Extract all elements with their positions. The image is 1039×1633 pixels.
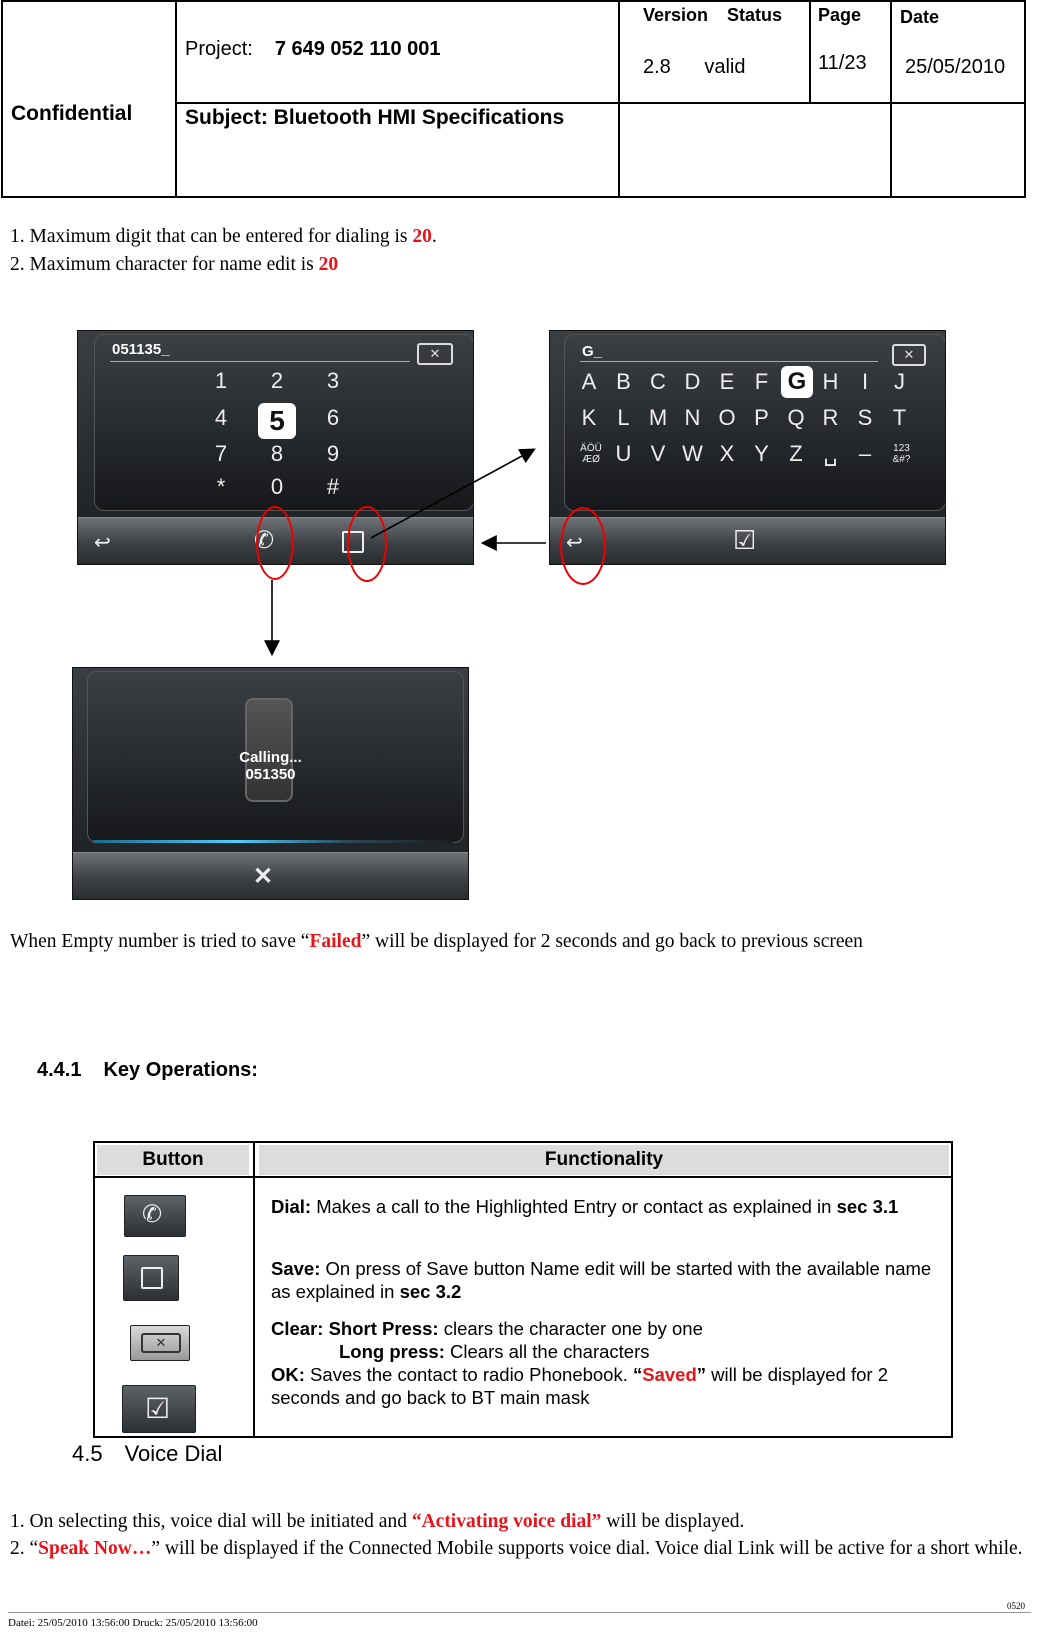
key-1-3[interactable]: C xyxy=(650,369,666,394)
key-1-10[interactable]: J xyxy=(894,369,905,394)
save-description xyxy=(271,1257,941,1303)
key-2-3[interactable]: M xyxy=(648,405,668,430)
section-number: 4.5 xyxy=(72,1441,103,1466)
voice-activating: “Activating voice dial” xyxy=(411,1511,602,1532)
voice-dial-line2 xyxy=(10,1536,1035,1562)
key-7[interactable]: 7 xyxy=(214,441,228,466)
key-2-8[interactable]: R xyxy=(822,405,839,430)
dial-description xyxy=(271,1195,941,1218)
version-status-label: Version Status xyxy=(643,5,783,25)
footer-code: 0520 xyxy=(1007,1601,1025,1611)
ok-saved: Saved xyxy=(642,1364,697,1385)
key-3-2[interactable]: U xyxy=(615,441,632,466)
key-3-4[interactable]: W xyxy=(682,441,703,466)
key-2-7[interactable]: Q xyxy=(787,405,805,430)
ok-quote-close: ” xyxy=(696,1364,707,1385)
section-title: Key Operations: xyxy=(103,1059,258,1081)
section-heading-441 xyxy=(37,1059,258,1082)
page-label: Page xyxy=(818,5,862,25)
back-icon[interactable]: ↩ xyxy=(94,532,111,554)
max-digit-end: . xyxy=(431,226,437,247)
key-1-2[interactable]: B xyxy=(616,369,631,394)
clear-description xyxy=(271,1317,941,1340)
key-operations-table xyxy=(93,1141,953,1438)
key-1[interactable]: 1 xyxy=(214,368,228,393)
divider xyxy=(95,1176,951,1178)
key-3-9[interactable]: – xyxy=(858,441,872,466)
key-3-10[interactable]: 123 &#? xyxy=(892,443,911,465)
key-0[interactable]: 0 xyxy=(270,474,284,499)
dial-text: Makes a call to the Highlighted Entry or contact as explained in xyxy=(311,1196,837,1217)
key-6[interactable]: 6 xyxy=(326,405,340,430)
ok-text: Saves the contact to radio Phonebook. xyxy=(304,1364,633,1385)
long-press-description xyxy=(339,1340,1009,1363)
cancel-call-icon[interactable]: ✕ xyxy=(253,863,274,890)
key-1-1[interactable]: A xyxy=(581,369,597,394)
version-status-value: 2.8 valid xyxy=(643,56,746,78)
long-label: Long press: xyxy=(339,1341,445,1362)
key-3-5[interactable]: X xyxy=(719,441,735,466)
ok-text-end: will be displayed for 2 seconds and go back to BT main mask xyxy=(271,1364,889,1408)
voice-text-end: will be displayed. xyxy=(601,1511,745,1532)
key-2-6[interactable]: P xyxy=(754,405,769,430)
key-2-4[interactable]: N xyxy=(684,405,701,430)
key-3-1[interactable]: ÄÖÜ ÆØ xyxy=(580,443,602,465)
ok-quote-open: “ xyxy=(633,1364,643,1385)
ok-button-icon: ☑ xyxy=(122,1385,196,1433)
voice-speak-now: Speak Now… xyxy=(38,1538,152,1559)
key-5-highlighted[interactable]: 5 xyxy=(258,403,296,439)
note-text-end: ” will be displayed for 2 seconds and go back to previous screen xyxy=(361,931,863,952)
note-text: When Empty number is tried to save “ xyxy=(10,931,310,952)
confidential-label: Confidential xyxy=(11,102,133,125)
key-1-7[interactable]: G xyxy=(781,366,813,398)
key-3-8[interactable]: ␣ xyxy=(823,441,838,466)
save-ref: sec 3.2 xyxy=(399,1281,462,1302)
footer-rule xyxy=(8,1612,1031,1613)
section-heading-45 xyxy=(72,1441,222,1467)
key-2-5[interactable]: O xyxy=(718,405,736,430)
key-2[interactable]: 2 xyxy=(270,368,284,393)
dial-ref: sec 3.1 xyxy=(836,1196,899,1217)
save-text: On press of Save button Name edit will be started with the available name as explained in xyxy=(271,1258,932,1302)
date-value: 25/05/2010 xyxy=(905,56,1006,78)
save-button-icon xyxy=(123,1255,179,1301)
ok-check-icon[interactable]: ☑ xyxy=(733,526,757,555)
key-2-10[interactable]: T xyxy=(892,405,907,430)
name-entry: G_ xyxy=(582,343,603,360)
voice-text: 1. On selecting this, voice dial will be initiated and xyxy=(10,1511,412,1532)
long-text: Clears all the characters xyxy=(444,1341,650,1362)
empty-number-note xyxy=(10,929,863,955)
key-4[interactable]: 4 xyxy=(214,405,228,430)
backspace-icon[interactable]: ✕ xyxy=(892,344,926,366)
save-label: Save: xyxy=(271,1258,321,1279)
max-char-text: 2. Maximum character for name edit is xyxy=(10,254,319,275)
key-2-1[interactable]: K xyxy=(581,405,597,430)
key-1-8[interactable]: H xyxy=(822,369,839,394)
arrow-save-to-keyboard xyxy=(371,450,533,538)
key-star[interactable]: * xyxy=(216,474,226,499)
back-icon[interactable]: ↩ xyxy=(566,532,583,554)
clear-text: clears the character one by one xyxy=(438,1318,703,1339)
calling-text: Calling... xyxy=(239,749,302,766)
clear-button-icon: ✕ xyxy=(130,1325,190,1361)
subject-field: Subject: Bluetooth HMI Specifications xyxy=(185,106,565,129)
col-functionality: Functionality xyxy=(259,1145,949,1175)
col-button: Button xyxy=(97,1145,249,1175)
ok-label: OK: xyxy=(271,1364,305,1385)
voice-dial-line1 xyxy=(10,1509,744,1535)
key-9[interactable]: 9 xyxy=(326,441,340,466)
key-1-4[interactable]: D xyxy=(684,369,701,394)
phone-icon[interactable]: ✆ xyxy=(254,528,275,554)
key-1-6[interactable]: F xyxy=(754,369,769,394)
voice-text: ” will be displayed if the Connected Mobile supports voice dial. Voice dial Link will be active for a short while. xyxy=(151,1538,1023,1559)
key-1-5[interactable]: E xyxy=(719,369,735,394)
project-number: 7 649 052 110 001 xyxy=(274,38,441,60)
key-2-2[interactable]: L xyxy=(617,405,630,430)
max-digit-value: 20 xyxy=(412,226,432,247)
key-3-3[interactable]: V xyxy=(650,441,666,466)
key-hash[interactable]: # xyxy=(326,474,340,499)
voice-quote-open: 2. “ xyxy=(10,1538,39,1559)
ok-description xyxy=(271,1363,941,1409)
backspace-icon[interactable]: ✕ xyxy=(417,343,453,365)
clear-label: Clear: Short Press: xyxy=(271,1318,439,1339)
key-3-6[interactable]: Y xyxy=(754,441,769,466)
key-3-7[interactable]: Z xyxy=(789,441,803,466)
project-label: Project: xyxy=(185,38,253,60)
key-8[interactable]: 8 xyxy=(270,441,284,466)
date-label: Date xyxy=(900,7,940,27)
calling-number: 051350 xyxy=(245,766,296,783)
section-number: 4.4.1 xyxy=(37,1059,82,1081)
dial-button-icon: ✆ xyxy=(124,1195,186,1237)
footer-file-info: Datei: 25/05/2010 13:56:00 Druck: 25/05/2010 13:56:00 xyxy=(8,1617,258,1629)
note-failed: Failed xyxy=(309,931,362,952)
key-1-9[interactable]: I xyxy=(861,369,869,394)
dial-label: Dial: xyxy=(271,1196,312,1217)
page-value: 11/23 xyxy=(818,52,867,74)
divider xyxy=(253,1143,255,1436)
max-digit-text: 1. Maximum digit that can be entered for dialing is xyxy=(10,226,413,247)
max-char-value: 20 xyxy=(318,254,339,275)
key-2-9[interactable]: S xyxy=(857,405,873,430)
section-title: Voice Dial xyxy=(124,1441,223,1466)
dial-entry: 051135_ xyxy=(112,341,170,358)
key-3[interactable]: 3 xyxy=(326,368,340,393)
